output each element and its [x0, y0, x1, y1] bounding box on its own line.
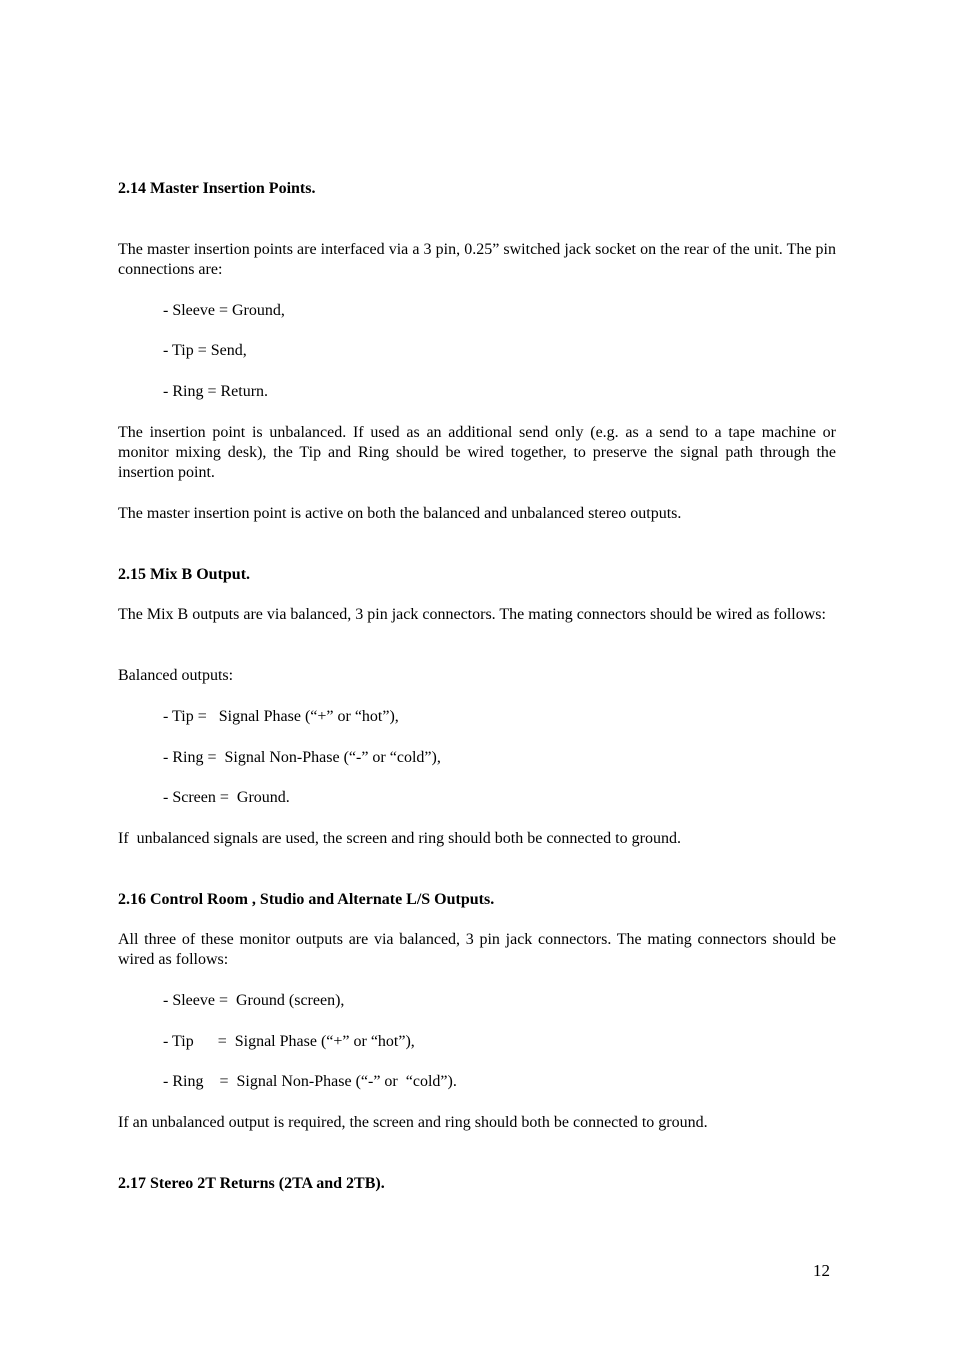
paragraph-monitor-unbalanced: If an unbalanced output is required, the screen and ring should both be connected to ground.: [118, 1114, 708, 1131]
list-item-sleeve: - Sleeve = Ground (screen),: [163, 992, 345, 1009]
paragraph-mixb-unbalanced: If unbalanced signals are used, the screen and ring should both be connected to ground.: [118, 830, 681, 847]
list-item-tip: - Tip = Send,: [163, 342, 247, 359]
page-number: 12: [813, 1261, 830, 1280]
section-heading-2-14: 2.14 Master Insertion Points.: [118, 180, 316, 197]
list-item-tip: - Tip = Signal Phase (“+” or “hot”),: [163, 708, 399, 725]
paragraph-mixb-intro: The Mix B outputs are via balanced, 3 pin jack connectors. The mating connectors should be wired as follows:: [118, 606, 826, 623]
list-item-sleeve: - Sleeve = Ground,: [163, 302, 285, 319]
section-heading-2-16: 2.16 Control Room , Studio and Alternate L/S Outputs.: [118, 891, 495, 908]
list-item-ring: - Ring = Signal Non-Phase (“-” or “cold”).: [163, 1073, 457, 1090]
sublabel-balanced-outputs: Balanced outputs:: [118, 667, 234, 684]
paragraph-insertion-unbalanced: The insertion point is unbalanced. If used as an additional send only (e.g. as a send to a tape machine or monitor mixing desk), the Tip and Ring should be wired together, to preserve the signal path through the insertion point.: [118, 424, 836, 481]
paragraph-monitor-intro: All three of these monitor outputs are via balanced, 3 pin jack connectors. The mating connectors should be wired as follows:: [118, 931, 836, 968]
paragraph-insertion-intro: The master insertion points are interfaced via a 3 pin, 0.25” switched jack socket on the rear of the unit. The pin connections are:: [118, 241, 836, 278]
list-item-ring: - Ring = Return.: [163, 383, 269, 400]
list-item-tip: - Tip = Signal Phase (“+” or “hot”),: [163, 1033, 415, 1050]
list-item-screen: - Screen = Ground.: [163, 789, 290, 806]
list-item-ring: - Ring = Signal Non-Phase (“-” or “cold”),: [163, 749, 441, 766]
section-heading-2-15: 2.15 Mix B Output.: [118, 566, 251, 583]
document-page: [118, 0, 836, 1351]
paragraph-insertion-active: The master insertion point is active on both the balanced and unbalanced stereo outputs.: [118, 505, 682, 522]
section-heading-2-17: 2.17 Stereo 2T Returns (2TA and 2TB).: [118, 1175, 385, 1192]
